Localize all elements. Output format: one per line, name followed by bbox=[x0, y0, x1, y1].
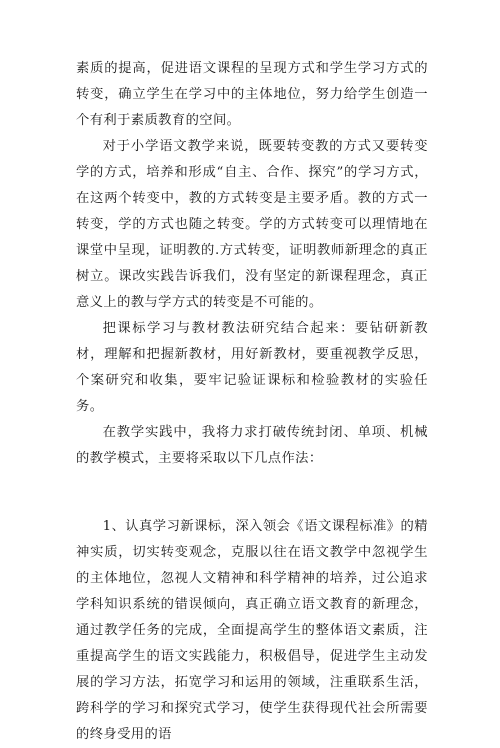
document-body bbox=[76, 56, 428, 748]
paragraph-3: 把课标学习与教材教法研究结合起来：要钻研新教材，理解和把握新教材，用好新教材，要重视教学反思，个案研究和收集，要牢记验证课标和检验教材的实验任务。 bbox=[76, 321, 428, 414]
paragraph-spacer bbox=[76, 472, 428, 514]
paragraph-5: 1、认真学习新课标，深入领会《语文课程标准》的精神实质，切实转变观念，克服以往在语文教学中忽视学生的主体地位，忽视人文精神和科学精神的培养，过公追求学科知识系统的错误倾向，真正确立语文教育的新理念，通过教学任务的完成，全面提高学生的整体语文素质，注重提高学生的语文实践能力，积极倡导，促进学生主动发展的学习方法，拓宽学习和运用的领域，注重联系生活，跨科学的学习和探究式学习，使学生获得现代社会所需要的终身受用的语 bbox=[76, 519, 428, 742]
paragraph-4: 在教学实践中，我将力求打破传统封闭、单项、机械的教学模式，主要将采取以下几点作法： bbox=[76, 425, 428, 466]
paragraph-1: 素质的提高，促进语文课程的呈现方式和学生学习方式的转变，确立学生在学习中的主体地位，努力给学生创造一个有利于素质教育的空间。 bbox=[76, 61, 428, 128]
paragraph-2: 对于小学语文教学来说，既要转变教的方式又要转变学的方式，培养和形成“自主、合作、探究”的学习方式，在这两个转变中，教的方式转变是主要矛盾。教的方式一转变，学的方式也随之转变。学的方式转变可以理情地在课堂中呈现，证明教的.方式转变，证明教师新理念的真正树立。课改实践告诉我们，没有坚定的新课程理念，真正意义上的教与学方式的转变是不可能的。 bbox=[76, 139, 428, 310]
